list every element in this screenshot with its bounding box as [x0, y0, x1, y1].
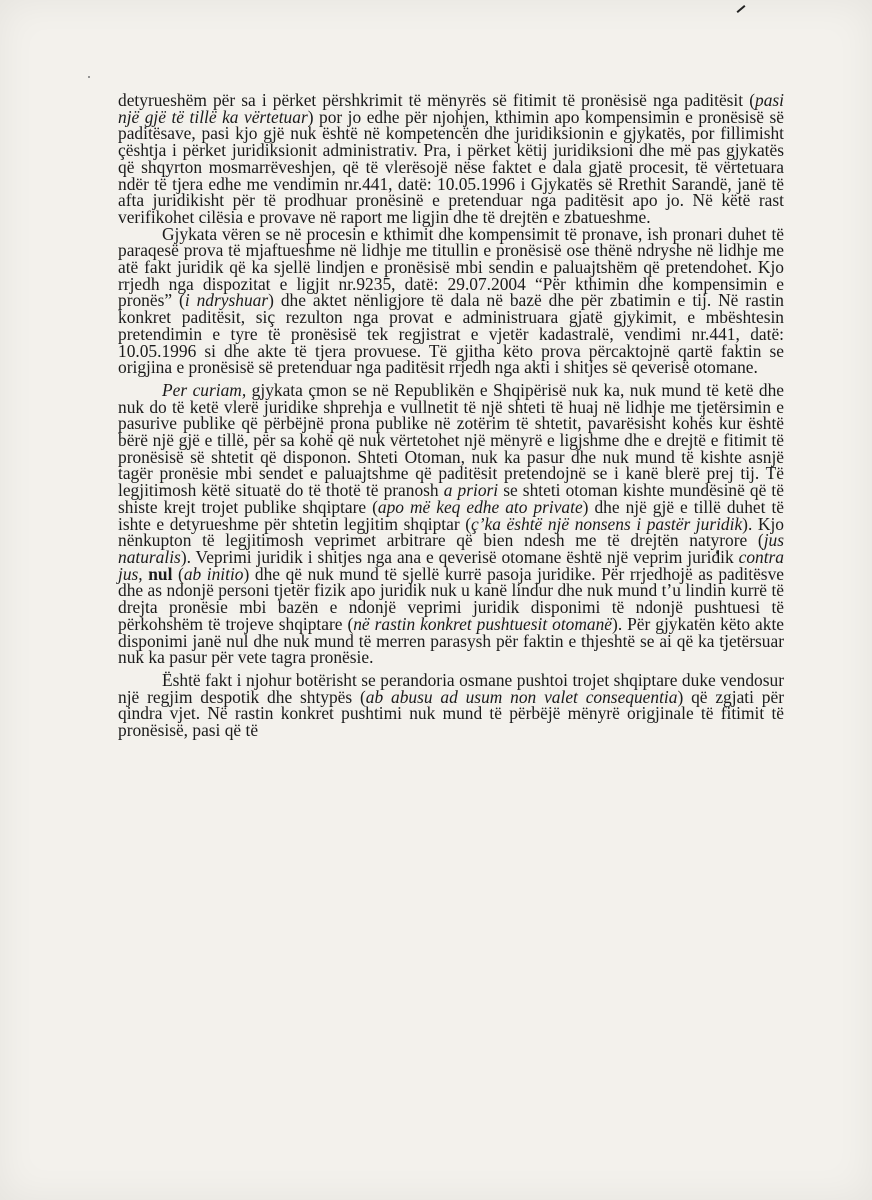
italic-text: contra jus,	[118, 546, 784, 584]
italic-text: Per curiam,	[162, 379, 247, 400]
text-run: ) dhe që nuk mund të sjellë kurrë pasoja juridike. Për rrjedhojë as paditësve dhe as ndonjë personi tjetër fizik apo juridik nuk u kanë lindur dhe nuk mund t’u lindin kurrë të drejta pronësie mbi bazën e ndonjë veprimi juridik disponimi të ndonjë pushtuesi të përkohshëm të trojeve shqiptare (	[118, 563, 784, 634]
paragraph	[118, 92, 784, 226]
italic-text: apo më keq edhe ato private	[377, 496, 583, 517]
italic-text: i ndryshuar	[184, 290, 269, 311]
pen-mark	[737, 5, 746, 13]
text-run: se shteti otoman kishte mundësinë që të shiste krejt trojet publike shqiptare (	[118, 480, 784, 517]
italic-text: jus naturalis	[118, 530, 784, 567]
scan-speck	[88, 76, 90, 78]
text-run: Gjykata vëren se në procesin e kthimit dhe kompensimit të pronave, ish pronari duhet të paraqesë prova të mjaftueshme në lidhje me titullin e pronësisë ose thënë ndryshe në lidhje me atë fakt juridik që ka sjellë lindjen e pronësisë mbi sendin e paluajtshëm që pretendohet. Kjo rrjedh nga dispozitat e ligjit nr.9235, datë: 29.07.2004 “Për kthimin dhe kompensimin e pronës” (	[118, 223, 784, 311]
paragraph	[118, 223, 784, 378]
text-run: gjykata çmon se në Republikën e Shqipërisë nuk ka, nuk mund të ketë dhe nuk do të ketë vlerë juridike shprehja e vullnetit të një shteti të huaj në lidhje me tjetërsimin e pasurive publike që përbëjnë prona publike në zotërim të shtetit, pavarësisht kohës kur është bërë një gjë e tillë, për sa kohë që nuk vërtetohet një mënyrë e ligjshme dhe e drejtë e fitimit të pronësisë së shtetit që disponon. Shteti Otoman, nuk ka pasur dhe nuk mund të kishte asnjë tagër pronësie mbi sendet e paluajtshme që paditësit pretendojnë se i kanë blerë prej tij. Të legjitimosh këtë situatë do të thotë të pranosh	[118, 379, 784, 501]
text-run: ) dhe një gjë e tillë duhet të ishte e detyrueshme për shtetin legjitim shqiptar (	[118, 496, 784, 534]
text-run: ) por jo edhe për njohjen, kthimin apo kompensimin e pronësisë së paditësave, pasi kjo gjë nuk është në kompetencën dhe juridiksionin e gjykatës, por fillimisht çështja i përket juridiksionit administrativ. Pra, i përket këtij juridiksioni dhe më pas gjykatës që shqyrton mosmarrëveshjen, që të vlerësojë nëse faktet e dala gjatë procesit, të vërtetuara ndër të tjera edhe me vendimin nr.441, datë: 10.05.1996 i Gjykatës së Rrethit Sarandë, janë të afta juridikisht për të prodhuar pronësinë e pretenduar nga paditësit apo jo. Në këtë rast verifikohet cilësia e provave në raport me ligjin dhe të drejtën e zbatueshme.	[118, 106, 784, 227]
text-run: ). Për gjykatën këto akte disponimi janë nul dhe nuk mund të merren parasysh për faktin e thjeshtë se ai që ka tjetërsuar nuk ka pasur për vete tagra pronësie.	[118, 613, 784, 668]
italic-text: a priori	[443, 480, 499, 501]
text-run: Është fakt i njohur botërisht se perandoria osmane pushtoi trojet shqiptare duke vendosur një regjim despotik dhe shtypës (	[118, 669, 784, 707]
text-run: ) dhe aktet nënligjore të dala në bazë dhe për zbatimin e tij. Në rastin konkret paditësit, siç rezulton nga provat e administruara gjatë gjykimit, e mbështesin pretendimin e tyre të pronësisë tek regjistrat e vjetër kadastralë, vendimi nr.441, datë: 10.05.1996 si dhe akte të tjera provuese. Të gjitha këto prova përcaktojnë qartë faktin se origjina e pronësisë së pretenduar nga paditësit rrjedh nga akti i shitjes së qeverisë otomane.	[118, 290, 784, 378]
italic-text: pasi një gjë të tillë ka vërtetuar	[118, 90, 784, 127]
document-body	[118, 92, 784, 739]
italic-text: ab initio	[183, 563, 244, 584]
italic-text: në rastin konkret pushtuesit otomanë	[353, 613, 613, 634]
text-run: (	[172, 563, 184, 584]
italic-text: ç’ka është një nonsens i pastër juridik	[471, 513, 743, 534]
italic-text: ab abusu ad usum non valet consequentia	[365, 686, 678, 707]
text-run: detyrueshëm për sa i përket përshkrimit të mënyrës së fitimit të pronësisë nga paditësit (	[118, 90, 755, 110]
paragraph	[118, 379, 784, 668]
bold-text: nul	[148, 563, 173, 584]
text-run: ) që zgjati për qindra vjet. Në rastin konkret pushtimi nuk mund të përbëjë mënyrë origjinale të fitimit të pronësisë, pasi që të	[118, 686, 784, 741]
paragraph	[118, 669, 784, 741]
text-run: ). Kjo nënkupton të legjitimosh veprimet arbitrare që bien ndesh me të drejtën natyrore (	[118, 513, 784, 551]
text-run: ). Veprimi juridik i shitjes nga ana e qeverisë otomane është një veprim juridik	[180, 546, 739, 567]
